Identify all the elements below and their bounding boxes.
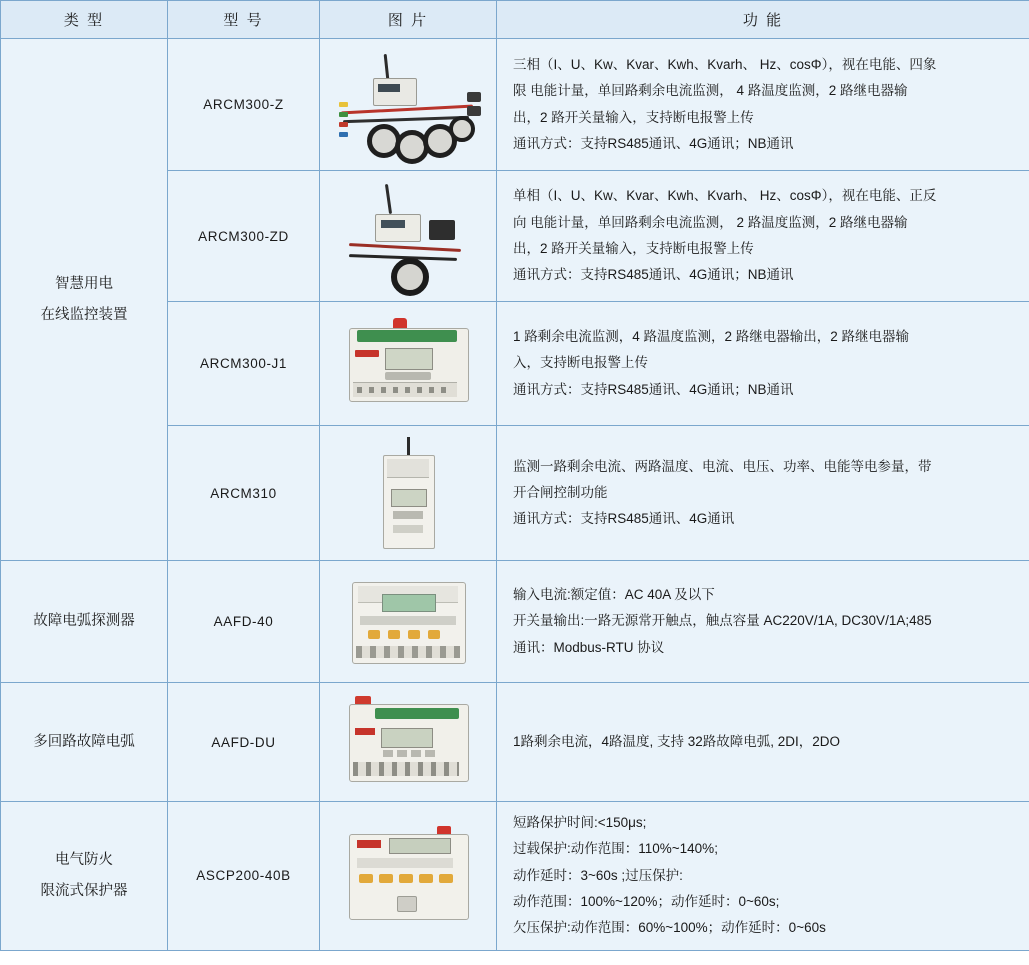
function-line: 通讯方式：支持RS485通讯、4G通讯 — [513, 511, 735, 527]
image-cell — [320, 426, 497, 561]
type-line: 故障电弧探测器 — [33, 613, 135, 630]
model-cell: ARCM310 — [168, 426, 320, 561]
function-cell — [497, 426, 1029, 561]
type-line: 限流式保护器 — [40, 882, 128, 899]
function-cell — [497, 39, 1029, 171]
function-line: 动作范围：100%~120%；动作延时：0~60s; — [513, 893, 780, 909]
function-line: 1路剩余电流，4路温度, 支持 32路故障电弧, 2DI，2DO — [513, 733, 841, 749]
function-line: 通讯方式：支持RS485通讯、4G通讯；NB通讯 — [513, 381, 794, 397]
function-cell — [497, 561, 1029, 683]
function-line: 开关量输出:一路无源常开触点，触点容量 AC220V/1A, DC30V/1A;485 — [513, 613, 932, 629]
function-cell — [497, 171, 1029, 302]
product-photo-ascp200-40b — [345, 826, 471, 926]
model-cell: ARCM300-J1 — [168, 302, 320, 426]
image-cell — [320, 683, 497, 802]
product-photo-aafddu — [345, 694, 471, 790]
type-cell-smart-power — [1, 39, 168, 561]
type-line: 多回路故障电弧 — [33, 733, 135, 750]
function-line: 出，2 路开关量输入，支持断电报警上传 — [513, 109, 754, 125]
product-photo-arcm300zd — [333, 184, 483, 289]
table-header-row — [1, 1, 1029, 39]
header-image: 图 片 — [320, 1, 497, 39]
image-cell — [320, 302, 497, 426]
model-cell: ARCM300-ZD — [168, 171, 320, 302]
function-line: 过载保护:动作范围：110%~140%; — [513, 841, 718, 857]
function-line: 入，支持断电报警上传 — [513, 355, 648, 371]
function-line: 通讯方式：支持RS485通讯、4G通讯；NB通讯 — [513, 135, 794, 151]
function-line: 1 路剩余电流监测，4 路温度监测，2 路继电器输出，2 路继电器输 — [513, 329, 910, 345]
function-line: 单相（I、U、Kw、Kvar、Kwh、Kvarh、 Hz、cosΦ），视在电能、正反 — [513, 188, 937, 204]
function-cell — [497, 683, 1029, 802]
function-line: 通讯：Modbus-RTU 协议 — [513, 639, 665, 655]
type-line: 智慧用电 — [55, 276, 113, 293]
function-line: 短路保护时间:<150μs; — [513, 815, 647, 830]
model-cell: ARCM300-Z — [168, 39, 320, 171]
product-photo-arcm310 — [377, 437, 439, 549]
function-line: 限 电能计量，单回路剩余电流监测， 4 路温度监测，2 路继电器输 — [513, 83, 908, 99]
table-row — [1, 39, 1029, 171]
function-cell — [497, 802, 1029, 951]
type-cell-fire-protection — [1, 802, 168, 951]
type-line: 在线监控装置 — [40, 306, 128, 323]
function-line: 三相（I、U、Kw、Kvar、Kwh、Kvarh、 Hz、cosΦ），视在电能、四象 — [513, 56, 937, 72]
function-line: 输入电流:额定值：AC 40A 及以下 — [513, 587, 715, 603]
model-cell: AAFD-DU — [168, 683, 320, 802]
function-cell — [497, 302, 1029, 426]
model-cell: ASCP200-40B — [168, 802, 320, 951]
product-photo-aafd40 — [348, 576, 468, 668]
function-line: 通讯方式：支持RS485通讯、4G通讯；NB通讯 — [513, 267, 794, 283]
image-cell — [320, 802, 497, 951]
function-line: 开合闸控制功能 — [513, 484, 608, 500]
type-cell-arc-detector — [1, 561, 168, 683]
type-cell-multiloop-arc — [1, 683, 168, 802]
image-cell — [320, 171, 497, 302]
function-line: 欠压保护:动作范围：60%~100%；动作延时：0~60s — [513, 920, 826, 936]
header-model: 型 号 — [168, 1, 320, 39]
table-row — [1, 802, 1029, 951]
table-row — [1, 683, 1029, 802]
table-row — [1, 561, 1029, 683]
header-type: 类 型 — [1, 1, 168, 39]
type-line: 电气防火 — [55, 852, 113, 869]
image-cell — [320, 561, 497, 683]
product-photo-arcm300j1 — [345, 316, 471, 412]
product-photo-arcm300z — [333, 52, 483, 157]
image-cell — [320, 39, 497, 171]
function-line: 动作延时：3~60s ;过压保护: — [513, 867, 683, 883]
function-line: 出，2 路开关量输入，支持断电报警上传 — [513, 241, 754, 256]
function-line: 监测一路剩余电流、两路温度、电流、电压、功率、电能等电参量，带 — [513, 458, 932, 474]
header-function: 功 能 — [497, 1, 1029, 39]
function-line: 向 电能计量，单回路剩余电流监测， 2 路温度监测，2 路继电器输 — [513, 214, 908, 230]
model-cell: AAFD-40 — [168, 561, 320, 683]
